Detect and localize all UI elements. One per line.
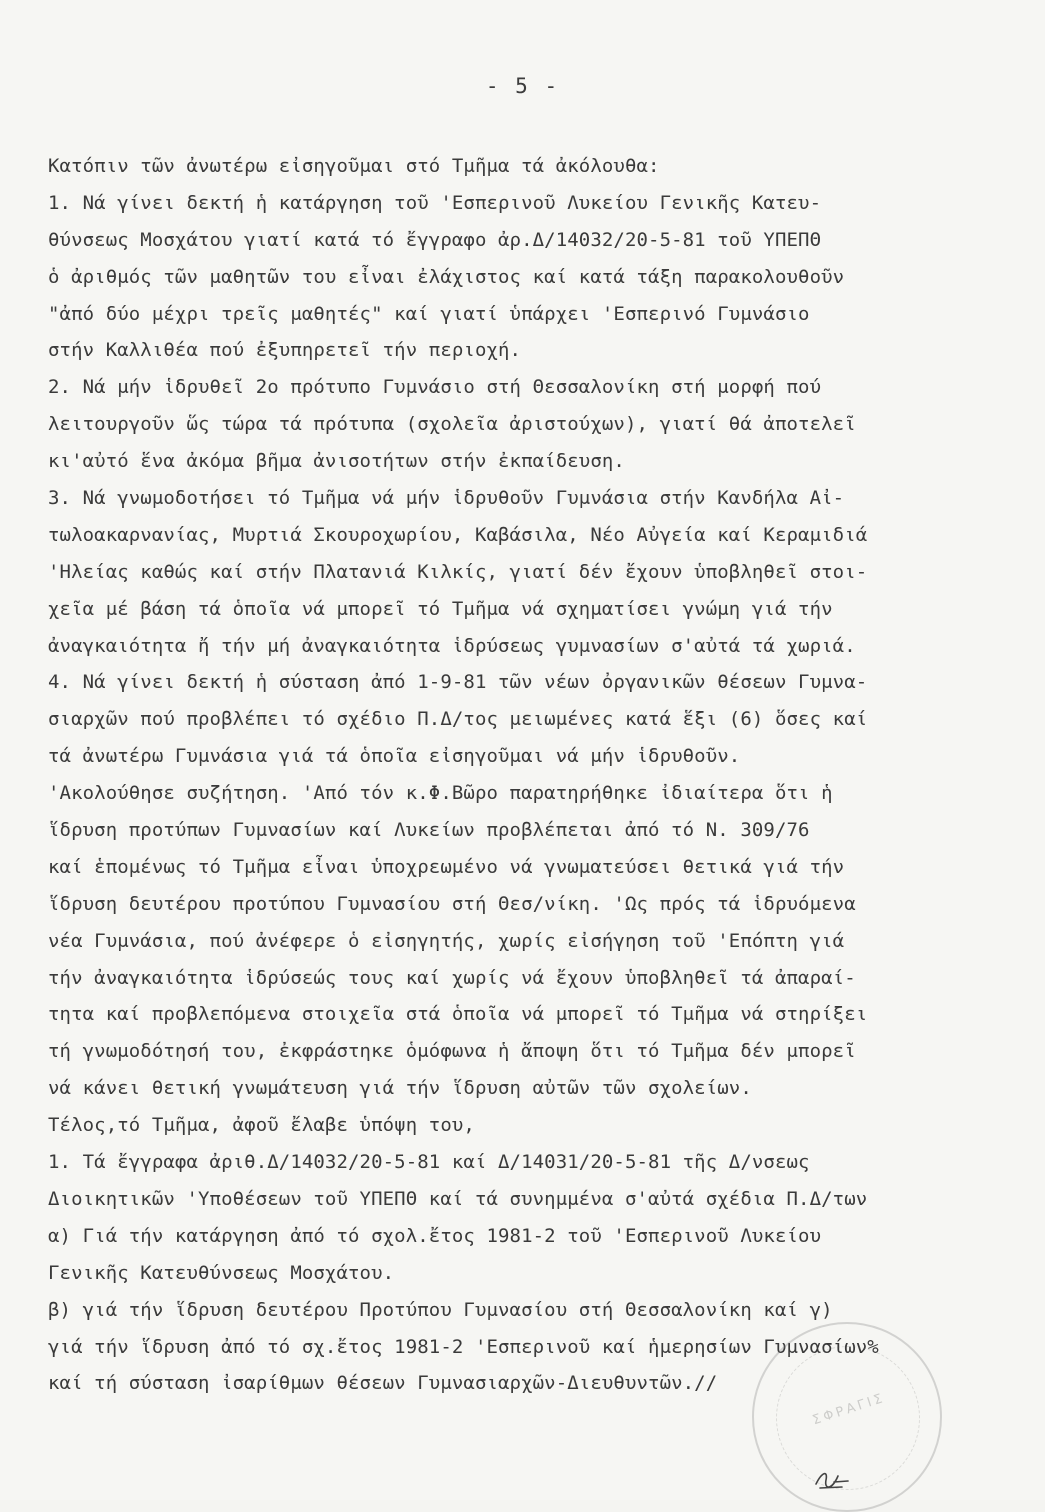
text-line: Διοικητικῶν 'Υποθέσεων τοῦ ΥΠΕΠΘ καί τά συνημμένα σ'αὐτά σχέδια Π.Δ/των	[48, 1187, 868, 1210]
text-line: λειτουργοῦν ὥς τώρα τά πρότυπα (σχολεῖα ἀριστούχων), γιατί θά ἀποτελεῖ	[48, 413, 856, 436]
text-line: τή γνωμοδότησή του, ἐκφράστηκε ὁμόφωνα ἡ ἄποψη ὅτι τό Τμῆμα δέν μπορεῖ	[48, 1040, 856, 1063]
text-line: 1. Τά ἔγγραφα ἀριθ.Δ/14032/20-5-81 καί Δ/14031/20-5-81 τῆς Δ/νσεως	[48, 1151, 810, 1174]
text-line: 3. Νά γνωμοδοτήσει τό Τμῆμα νά μήν ἱδρυθοῦν Γυμνάσια στήν Κανδήλα Αἰ-	[48, 487, 845, 510]
text-line: τητα καί προβλεπόμενα στοιχεῖα στά ὁποῖα νά μπορεῖ τό Τμῆμα νά στηρίξει	[48, 1003, 868, 1026]
handwritten-initials	[812, 1464, 852, 1494]
text-line: καί ἑπομένως τό Τμῆμα εἶναι ὑποχρεωμένο νά γνωματεύσει θετικά γιά τήν	[48, 855, 845, 878]
document-body	[48, 148, 1038, 1402]
text-line: ἵδρυση δευτέρου προτύπου Γυμνασίου στή Θεσ/νίκη. 'Ως πρός τά ἱδρυόμενα	[48, 892, 856, 915]
text-line: τά ἀνωτέρω Γυμνάσια γιά τά ὁποῖα εἰσηγοῦμαι νά μήν ἱδρυθοῦν.	[48, 745, 741, 768]
text-line: γιά τήν ἵδρυση ἀπό τό σχ.ἔτος 1981-2 'Εσπερινοῦ καί ἡμερησίων Γυμνασίων%	[48, 1335, 879, 1358]
page-number: - 5 -	[485, 74, 560, 98]
text-line: β) γιά τήν ἵδρυση δευτέρου Προτύπου Γυμνασίου στή Θεσσαλονίκη καί γ)	[48, 1298, 833, 1321]
text-line: νέα Γυμνάσια, πού ἀνέφερε ὁ εἰσηγητής, χωρίς εἰσήγηση τοῦ 'Επόπτη γιά	[48, 929, 845, 952]
text-line: 2. Νά μήν ἱδρυθεῖ 2ο πρότυπο Γυμνάσιο στή Θεσσαλονίκη στή μορφή πού	[48, 376, 822, 399]
text-line: ἀναγκαιότητα ἤ τήν μή ἀναγκαιότητα ἱδρύσεως γυμνασίων σ'αὐτά τά χωριά.	[48, 634, 856, 657]
text-line: 1. Νά γίνει δεκτή ἡ κατάργηση τοῦ 'Εσπερινοῦ Λυκείου Γενικῆς Κατευ-	[48, 191, 822, 214]
text-line: Γενικῆς Κατευθύνσεως Μοσχάτου.	[48, 1261, 395, 1284]
text-line: νά κάνει θετική γνωμάτευση γιά τήν ἵδρυση αὐτῶν τῶν σχολείων.	[48, 1077, 752, 1100]
text-line: Κατόπιν τῶν ἀνωτέρω εἰσηγοῦμαι στό Τμῆμα τά ἀκόλουθα:	[48, 155, 660, 177]
text-line: "ἀπό δύο μέχρι τρεῖς μαθητές" καί γιατί ὑπάρχει 'Εσπερινό Γυμνάσιο	[48, 302, 810, 325]
text-line: χεῖα μέ βάση τά ὁποῖα νά μπορεῖ τό Τμῆμα νά σχηματίσει γνώμη γιά τήν	[48, 597, 833, 620]
text-line: 4. Νά γίνει δεκτή ἡ σύσταση ἀπό 1-9-81 τῶν νέων ὀργανικῶν θέσεων Γυμνα-	[48, 671, 868, 694]
text-line: κι'αὐτό ἕνα ἀκόμα βῆμα ἀνισοτήτων στήν ἐκπαίδευση.	[48, 450, 625, 473]
text-line: ὁ ἀριθμός τῶν μαθητῶν του εἶναι ἐλάχιστος καί κατά τάξη παρακολουθοῦν	[48, 265, 845, 288]
text-line: τωλοακαρνανίας, Μυρτιά Σκουροχωρίου, Καβάσιλα, Νέο Αὐγεία καί Κεραμιδιά	[48, 523, 868, 546]
text-line: 'Ηλείας καθώς καί στήν Πλατανιά Κιλκίς, γιατί δέν ἔχουν ὑποβληθεῖ στοι-	[48, 560, 868, 583]
text-line: ἵδρυση προτύπων Γυμνασίων καί Λυκείων προβλέπεται ἀπό τό Ν. 309/76	[48, 819, 810, 842]
text-line: Τέλος,τό Τμῆμα, ἀφοῦ ἔλαβε ὑπόψη του,	[48, 1114, 475, 1137]
text-line: α) Γιά τήν κατάργηση ἀπό τό σχολ.ἔτος 1981-2 τοῦ 'Εσπερινοῦ Λυκείου	[48, 1224, 822, 1247]
text-line: καί τή σύσταση ἰσαρίθμων θέσεων Γυμνασιαρχῶν-Διευθυντῶν.//	[48, 1372, 718, 1395]
text-line: σιαρχῶν πού προβλέπει τό σχέδιο Π.Δ/τος μειωμένες κατά ἕξι (6) ὅσες καί	[48, 708, 868, 731]
text-line: θύνσεως Μοσχάτου γιατί κατά τό ἔγγραφο ἀρ.Δ/14032/20-5-81 τοῦ ΥΠΕΠΘ	[48, 228, 822, 251]
text-line: 'Ακολούθησε συζήτηση. 'Από τόν κ.Φ.Βῶρο παρατηρήθηκε ἰδιαίτερα ὅτι ἡ	[48, 782, 833, 805]
text-line: τήν ἀναγκαιότητα ἱδρύσεώς τους καί χωρίς νά ἔχουν ὑποβληθεῖ τά ἀπαραί-	[48, 966, 856, 989]
text-line: στήν Καλλιθέα πού ἐξυπηρετεῖ τήν περιοχή.	[48, 339, 522, 362]
stamp-text: ΣΦΡΑΓΙΣ	[810, 1390, 888, 1429]
